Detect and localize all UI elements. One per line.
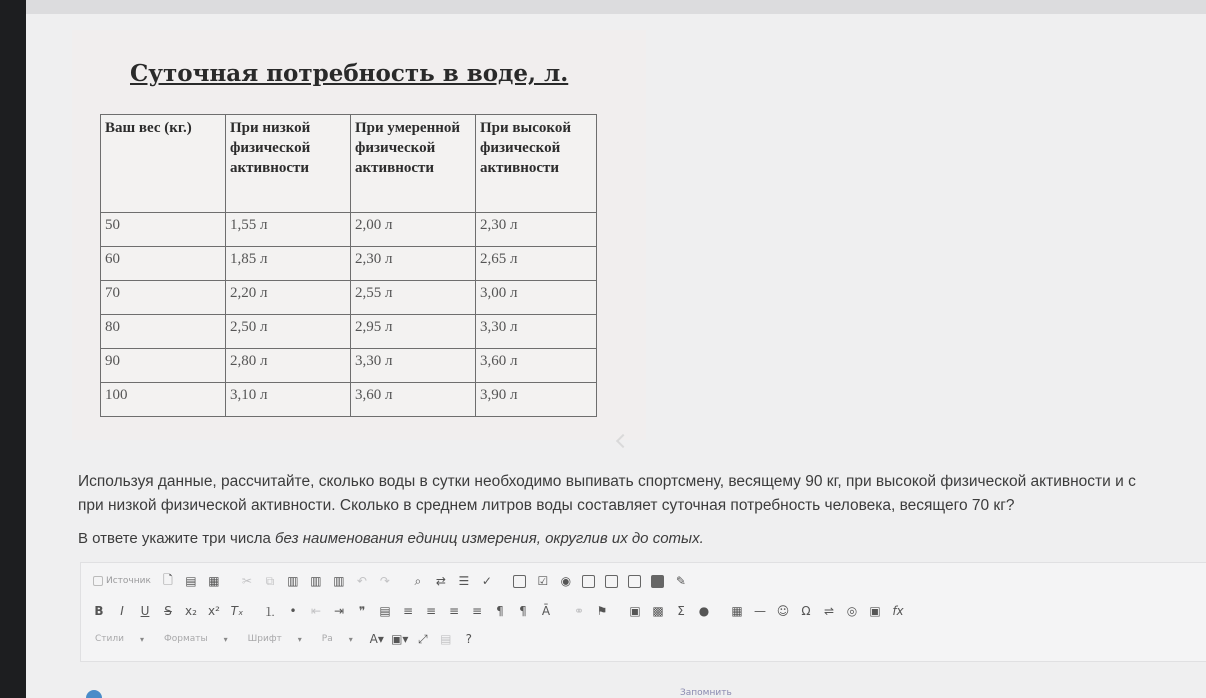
background-color-icon[interactable]: ▣▾ xyxy=(391,632,409,646)
cell-weight: 60 xyxy=(101,247,226,281)
page-break-icon[interactable]: ⇌ xyxy=(823,604,835,618)
cell-high: 2,30 л xyxy=(476,213,597,247)
remember-link[interactable]: Запомнить xyxy=(680,688,732,698)
cell-low: 2,50 л xyxy=(226,315,351,349)
outdent-icon[interactable]: ⇤ xyxy=(310,604,322,618)
maximize-icon[interactable]: ⤢ xyxy=(417,631,428,646)
div-container-icon[interactable]: ▤ xyxy=(379,604,391,618)
formula-icon[interactable]: fx xyxy=(892,604,904,618)
show-blocks-icon[interactable]: ▤ xyxy=(440,632,452,646)
image-icon[interactable]: ▣ xyxy=(629,604,641,618)
font-dropdown-label: Шрифт xyxy=(247,634,282,644)
image-upload-icon[interactable]: ▣ xyxy=(869,604,881,618)
chevron-down-icon: ▾ xyxy=(348,634,353,644)
horizontal-line-icon[interactable]: — xyxy=(754,604,766,618)
bold-button[interactable]: B xyxy=(94,604,104,618)
window-top-edge xyxy=(0,0,1206,15)
cell-low: 1,85 л xyxy=(226,247,351,281)
smiley-icon[interactable]: ☺ xyxy=(776,604,790,618)
styles-dropdown[interactable] xyxy=(89,630,150,648)
align-left-icon[interactable]: ≡ xyxy=(402,604,414,618)
textfield-icon[interactable] xyxy=(579,571,599,591)
media-icon[interactable]: ▩ xyxy=(652,604,664,618)
indent-icon[interactable]: ⇥ xyxy=(333,604,345,618)
textarea-icon[interactable] xyxy=(602,571,622,591)
source-label: Источник xyxy=(106,576,151,586)
redo-icon[interactable]: ↷ xyxy=(379,574,390,588)
screen-bezel xyxy=(0,0,26,698)
spellcheck-icon[interactable]: ✓ xyxy=(481,574,492,588)
toolbar-row-1 xyxy=(89,570,694,592)
cell-high: 2,65 л xyxy=(476,247,597,281)
ltr-icon[interactable]: ¶ xyxy=(496,604,504,618)
blockquote-icon[interactable]: ❞ xyxy=(358,604,366,618)
link-icon[interactable]: ⚭ xyxy=(573,604,585,618)
source-button[interactable] xyxy=(89,571,155,591)
templates-icon[interactable]: ▦ xyxy=(208,574,220,588)
omega-icon[interactable]: Ω xyxy=(801,604,811,618)
format-dropdown-label: Форматы xyxy=(164,634,208,644)
header-moderate-activity: При умеренной физической активности xyxy=(351,115,476,213)
strikethrough-button[interactable]: S xyxy=(164,604,172,618)
answer-instructions xyxy=(78,530,704,547)
table-header-row xyxy=(101,115,597,213)
water-table xyxy=(100,114,597,417)
superscript-button[interactable]: x² xyxy=(208,604,220,618)
language-icon[interactable]: Ā xyxy=(541,604,551,618)
cell-high: 3,90 л xyxy=(476,383,597,417)
cell-low: 2,20 л xyxy=(226,281,351,315)
select-all-icon[interactable]: ☰ xyxy=(458,574,470,588)
paste-icon[interactable]: ▥ xyxy=(287,574,299,588)
find-icon[interactable]: ⌕ xyxy=(414,573,422,588)
iframe-icon[interactable]: ◎ xyxy=(846,604,858,618)
table-row xyxy=(101,349,597,383)
align-center-icon[interactable]: ≡ xyxy=(425,604,437,618)
align-right-icon[interactable]: ≡ xyxy=(448,604,460,618)
toolbar-row-3 xyxy=(89,628,482,650)
subscript-button[interactable]: x₂ xyxy=(185,604,197,618)
undo-icon[interactable]: ↶ xyxy=(356,574,367,588)
print-icon[interactable]: ▤ xyxy=(185,574,197,588)
answer-note-text: В ответе укажите три числа xyxy=(78,530,275,547)
answer-note-italic: без наименования единиц измерения, округлив их до сотых. xyxy=(275,530,704,547)
special-icon[interactable]: ● xyxy=(698,604,710,618)
cell-high: 3,60 л xyxy=(476,349,597,383)
table-icon[interactable]: ▦ xyxy=(731,604,743,618)
anchor-flag-icon[interactable]: ⚑ xyxy=(596,604,608,618)
button-field-icon[interactable] xyxy=(648,571,668,591)
toolbar-row-2 xyxy=(89,600,911,622)
select-field-icon[interactable] xyxy=(625,571,645,591)
cell-low: 2,80 л xyxy=(226,349,351,383)
chevron-down-icon: ▾ xyxy=(297,634,302,644)
table-row xyxy=(101,281,597,315)
rtl-icon[interactable]: ¶ xyxy=(519,604,527,618)
table-row xyxy=(101,315,597,349)
numbered-list-icon[interactable]: ⒈ xyxy=(263,604,276,619)
task-image xyxy=(72,30,646,440)
cell-weight: 50 xyxy=(101,213,226,247)
source-icon xyxy=(93,576,103,586)
table-row xyxy=(101,213,597,247)
cell-moderate: 2,30 л xyxy=(351,247,476,281)
cut-icon[interactable]: ✂ xyxy=(241,574,252,588)
paste-word-icon[interactable]: ▥ xyxy=(333,574,345,588)
chevron-down-icon: ▾ xyxy=(139,634,144,644)
align-justify-icon[interactable]: ≡ xyxy=(471,604,483,618)
table-title: Суточная потребность в воде, л. xyxy=(130,60,569,87)
bulleted-list-icon[interactable]: • xyxy=(289,604,297,618)
sigma-icon[interactable]: Σ xyxy=(677,604,685,618)
size-dropdown[interactable] xyxy=(316,630,359,648)
cell-moderate: 2,00 л xyxy=(351,213,476,247)
size-dropdown-label: Ра xyxy=(321,634,333,644)
cell-moderate: 2,95 л xyxy=(351,315,476,349)
help-icon[interactable]: ? xyxy=(465,632,472,646)
cell-low: 3,10 л xyxy=(226,383,351,417)
hidden-field-icon[interactable]: ✎ xyxy=(675,574,686,588)
remove-format-button[interactable]: Tₓ xyxy=(230,604,244,618)
cell-moderate: 3,60 л xyxy=(351,383,476,417)
chevron-down-icon: ▾ xyxy=(223,634,228,644)
checkbox-icon[interactable]: ☑ xyxy=(537,574,549,588)
cell-weight: 90 xyxy=(101,349,226,383)
question-text xyxy=(78,470,1206,518)
italic-button[interactable]: I xyxy=(120,604,124,618)
radio-icon[interactable]: ◉ xyxy=(560,574,572,588)
text-color-icon[interactable]: A▾ xyxy=(369,632,384,646)
cell-high: 3,30 л xyxy=(476,315,597,349)
cell-weight: 70 xyxy=(101,281,226,315)
question-line: Используя данные, рассчитайте, сколько воды в сутки необходимо выпивать спортсмену, весящему 90 кг, при высокой физической активности и с xyxy=(78,473,1136,490)
paste-text-icon[interactable]: ▥ xyxy=(310,574,322,588)
question-line: при низкой физической активности. Сколько в среднем литров воды составляет суточная потребность человека, весящего 70 кг? xyxy=(78,497,1015,514)
underline-button[interactable]: U xyxy=(140,604,150,618)
cell-moderate: 2,55 л xyxy=(351,281,476,315)
cell-high: 3,00 л xyxy=(476,281,597,315)
cell-moderate: 3,30 л xyxy=(351,349,476,383)
table-row xyxy=(101,383,597,417)
rich-text-editor-toolbar xyxy=(80,562,1206,662)
format-dropdown[interactable] xyxy=(158,630,234,648)
header-low-activity: При низкой физической активности xyxy=(226,115,351,213)
copy-icon[interactable]: ⧉ xyxy=(265,573,275,588)
styles-dropdown-label: Стили xyxy=(95,634,124,644)
table-row xyxy=(101,247,597,281)
header-high-activity: При высокой физической активности xyxy=(476,115,597,213)
new-page-icon[interactable]: 🗋 xyxy=(163,572,173,587)
replace-icon[interactable]: ⇄ xyxy=(435,574,446,588)
cell-weight: 100 xyxy=(101,383,226,417)
font-dropdown[interactable] xyxy=(242,630,308,648)
form-icon[interactable] xyxy=(510,571,530,591)
cell-weight: 80 xyxy=(101,315,226,349)
cell-low: 1,55 л xyxy=(226,213,351,247)
header-weight: Ваш вес (кг.) xyxy=(101,115,226,213)
